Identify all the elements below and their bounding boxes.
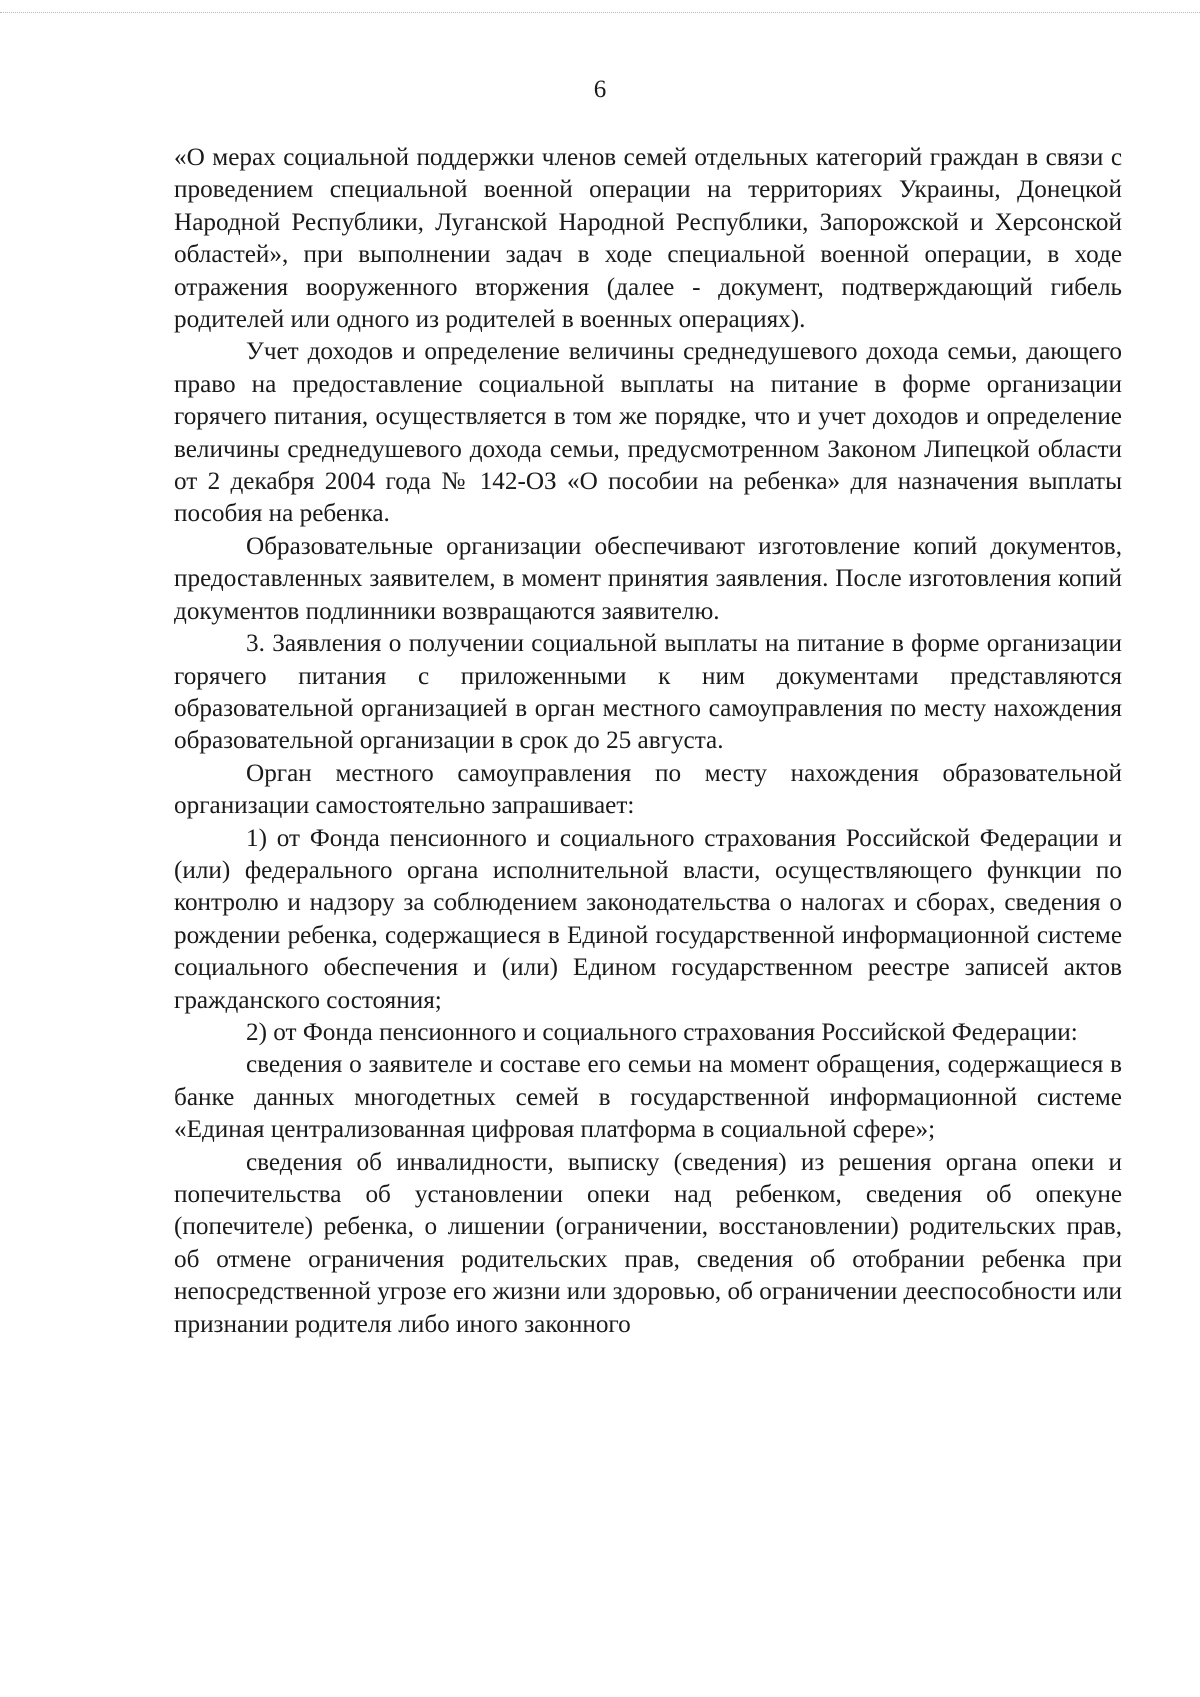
paragraph-4: 3. Заявления о получении социальной выплаты на питание в форме организации горячего питания с приложенными к ним документами представляются образовательной организацией в орган местного самоуправления по месту нахождения образовательной организации в срок до 25 августа.	[174, 630, 1122, 755]
document-body	[174, 142, 1122, 1341]
page-top-edge	[0, 12, 1200, 13]
paragraph-1: «О мерах социальной поддержки членов семей отдельных категорий граждан в связи с проведением специальной военной операции на территориях Украины, Донецкой Народной Республики, Луганской Народной Республики, Запорожской и Херсонской областей», при выполнении задач в ходе специальной военной операции, в ходе отражения вооруженного вторжения (далее - документ, подтверждающий гибель родителей или одного из родителей в военных операциях).	[174, 144, 1122, 334]
paragraph-9: сведения об инвалидности, выписку (сведения) из решения органа опеки и попечительства об установлении опеки над ребенком, сведения об опекуне (попечителе) ребенка, о лишении (ограничении, восстановлении) родительских прав, об отмене ограничения родительских прав, сведения об отобрании ребенка при непосредственной угрозе его жизни или здоровью, об ограничении дееспособности или признании родителя либо иного законного	[174, 1148, 1122, 1338]
paragraph-6: 1) от Фонда пенсионного и социального страхования Российской Федерации и (или) федерального органа исполнительной власти, осуществляющего функции по контролю и надзору за соблюдением законодательства о налогах и сборах, сведения о рождении ребенка, содержащиеся в Единой государственной информационной системе социального обеспечения и (или) Едином государственном реестре записей актов гражданского состояния;	[174, 824, 1122, 1014]
paragraph-5: Орган местного самоуправления по месту нахождения образовательной организации самостоятельно запрашивает:	[174, 759, 1122, 820]
paragraph-2: Учет доходов и определение величины среднедушевого дохода семьи, дающего право на предоставление социальной выплаты на питание в форме организации горячего питания, осуществляется в том же порядке, что и учет доходов и определение величины среднедушевого дохода семьи, предусмотренном Законом Липецкой области от 2 декабря 2004 года № 142-ОЗ «О пособии на ребенка» для назначения выплаты пособия на ребенка.	[174, 338, 1122, 528]
paragraph-8: сведения о заявителе и составе его семьи на момент обращения, содержащиеся в банке данных многодетных семей в государственной информационной системе «Единая централизованная цифровая платформа в социальной сфере»;	[174, 1051, 1122, 1144]
paragraph-3: Образовательные организации обеспечивают изготовление копий документов, предоставленных заявителем, в момент принятия заявления. После изготовления копий документов подлинники возвращаются заявителю.	[174, 532, 1122, 625]
page-number: 6	[593, 76, 607, 103]
paragraph-7: 2) от Фонда пенсионного и социального страхования Российской Федерации:	[246, 1018, 1078, 1046]
